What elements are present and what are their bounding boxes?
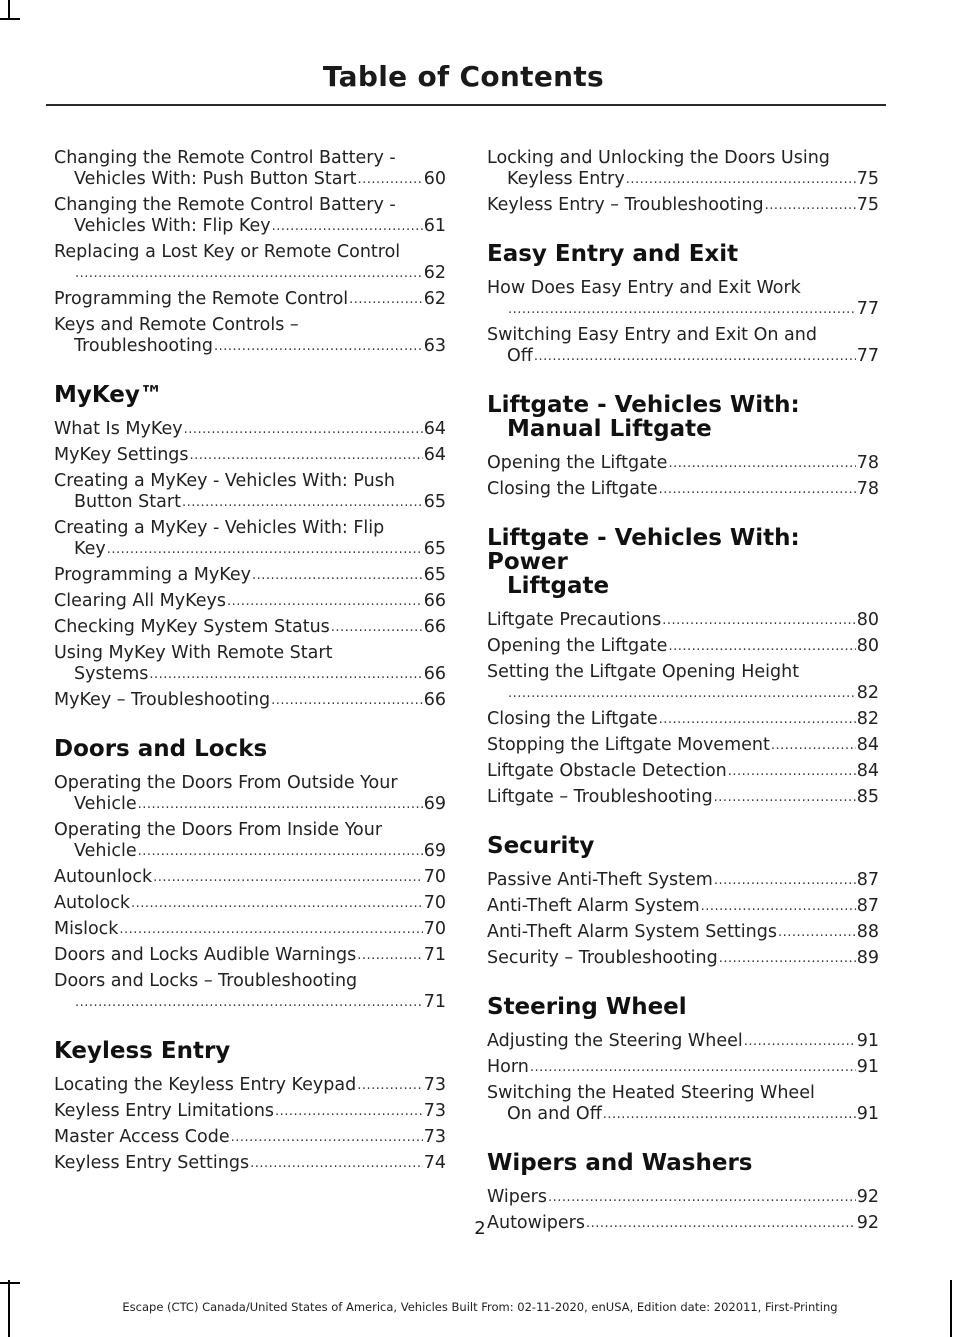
toc-entry-page: 65 bbox=[423, 492, 446, 512]
section-heading bbox=[54, 1039, 446, 1063]
toc-entry[interactable] bbox=[487, 636, 879, 657]
toc-entry-page: 77 bbox=[856, 346, 879, 366]
toc-entry-title-cont: Off bbox=[507, 346, 533, 366]
toc-entry-page: 77 bbox=[856, 299, 879, 319]
toc-entry-page: 71 bbox=[423, 945, 446, 965]
toc-column-right bbox=[487, 148, 879, 1239]
section-heading-line: Security bbox=[487, 833, 595, 859]
toc-entry-page: 88 bbox=[856, 922, 879, 942]
toc-entry-page: 92 bbox=[856, 1213, 879, 1233]
toc-entry-title-cont: Systems bbox=[74, 664, 149, 684]
dot-leader bbox=[771, 735, 856, 756]
dot-leader bbox=[272, 216, 423, 237]
section-heading-line: Wipers and Washers bbox=[487, 1150, 753, 1176]
header-rule bbox=[46, 104, 886, 106]
dot-leader bbox=[75, 992, 423, 1013]
toc-entry-title: Stopping the Liftgate Movement bbox=[487, 735, 770, 755]
toc-entry-title: Doors and Locks – Troubleshooting bbox=[54, 971, 358, 991]
toc-entry-page: 82 bbox=[856, 683, 879, 703]
dot-leader bbox=[331, 617, 423, 638]
dot-leader bbox=[138, 794, 423, 815]
dot-leader bbox=[659, 479, 856, 500]
toc-entry[interactable] bbox=[54, 565, 446, 586]
toc-entry[interactable] bbox=[487, 922, 879, 943]
toc-entry[interactable] bbox=[54, 471, 446, 513]
toc-entry[interactable] bbox=[54, 617, 446, 638]
toc-entry-page: 62 bbox=[423, 289, 446, 309]
dot-leader bbox=[668, 453, 855, 474]
section-heading-line: Keyless Entry bbox=[54, 1038, 231, 1064]
toc-entry-title: Opening the Liftgate bbox=[487, 453, 668, 473]
toc-entry-title: Horn bbox=[487, 1057, 529, 1077]
toc-entry-title-cont: Vehicles With: Flip Key bbox=[74, 216, 271, 236]
toc-entry-page: 70 bbox=[423, 893, 446, 913]
toc-entry[interactable] bbox=[54, 773, 446, 815]
toc-entry-title: Liftgate Precautions bbox=[487, 610, 662, 630]
dot-leader bbox=[626, 169, 856, 190]
dot-leader bbox=[548, 1187, 856, 1208]
toc-entry[interactable] bbox=[487, 870, 879, 891]
toc-entry[interactable] bbox=[487, 896, 879, 917]
toc-entry[interactable] bbox=[54, 690, 446, 711]
toc-entry-title-cont: Vehicle bbox=[74, 794, 137, 814]
toc-entry-title: Opening the Liftgate bbox=[487, 636, 668, 656]
dot-leader bbox=[744, 1031, 856, 1052]
toc-entry[interactable] bbox=[54, 518, 446, 560]
section-heading bbox=[487, 1151, 879, 1175]
dot-leader bbox=[659, 709, 856, 730]
toc-entry-title: Locking and Unlocking the Doors Using bbox=[487, 148, 830, 168]
toc-entry-title: Passive Anti-Theft System bbox=[487, 870, 713, 890]
section-heading-line: Manual Liftgate bbox=[507, 416, 712, 442]
dot-leader bbox=[275, 1101, 423, 1122]
section-heading bbox=[487, 393, 879, 441]
toc-entry-title-cont: Button Start bbox=[74, 492, 181, 512]
dot-leader bbox=[107, 539, 423, 560]
toc-entry-title: Mislock bbox=[54, 919, 119, 939]
toc-entry-title: Setting the Liftgate Opening Height bbox=[487, 662, 800, 682]
toc-entry[interactable] bbox=[54, 195, 446, 237]
dot-leader bbox=[231, 1127, 423, 1148]
toc-entry-title: Creating a MyKey - Vehicles With: Flip bbox=[54, 518, 385, 538]
dot-leader bbox=[153, 867, 423, 888]
toc-entry-title: Autowipers bbox=[487, 1213, 585, 1233]
toc-entry-page: 66 bbox=[423, 690, 446, 710]
toc-entry-title: Operating the Doors From Outside Your bbox=[54, 773, 398, 793]
toc-entry-title-cont: Vehicles With: Push Button Start bbox=[74, 169, 357, 189]
toc-entry[interactable] bbox=[54, 1075, 446, 1096]
toc-entry-title: Keys and Remote Controls – bbox=[54, 315, 299, 335]
section-heading bbox=[487, 834, 879, 858]
toc-entry-page: 73 bbox=[423, 1101, 446, 1121]
dot-leader bbox=[508, 299, 856, 320]
toc-entry-page: 69 bbox=[423, 794, 446, 814]
toc-entry-title: Creating a MyKey - Vehicles With: Push bbox=[54, 471, 395, 491]
toc-entry-title: Keyless Entry – Troubleshooting bbox=[487, 195, 764, 215]
toc-entry-page: 84 bbox=[856, 735, 879, 755]
dot-leader bbox=[719, 948, 856, 969]
toc-entry-title: Security – Troubleshooting bbox=[487, 948, 718, 968]
dot-leader bbox=[530, 1057, 856, 1078]
dot-leader bbox=[250, 1153, 423, 1174]
toc-entry[interactable] bbox=[487, 148, 879, 190]
toc-entry[interactable] bbox=[487, 662, 879, 704]
toc-entry-page: 91 bbox=[856, 1104, 879, 1124]
dot-leader bbox=[184, 419, 423, 440]
dot-leader bbox=[357, 1075, 423, 1096]
section-heading-line: Steering Wheel bbox=[487, 994, 687, 1020]
toc-entry-page: 89 bbox=[856, 948, 879, 968]
toc-entry-page: 63 bbox=[423, 336, 446, 356]
section-heading bbox=[487, 526, 879, 598]
toc-entry-title: How Does Easy Entry and Exit Work bbox=[487, 278, 801, 298]
toc-entry-page: 66 bbox=[423, 664, 446, 684]
toc-entry[interactable] bbox=[487, 325, 879, 367]
dot-leader bbox=[357, 945, 422, 966]
toc-entry[interactable] bbox=[54, 315, 446, 357]
toc-entry-page: 73 bbox=[423, 1075, 446, 1095]
toc-entry-page: 92 bbox=[856, 1187, 879, 1207]
toc-entry-title: MyKey – Troubleshooting bbox=[54, 690, 271, 710]
dot-leader bbox=[765, 195, 856, 216]
toc-entry-page: 60 bbox=[423, 169, 446, 189]
toc-entry-page: 70 bbox=[423, 867, 446, 887]
toc-entry[interactable] bbox=[487, 787, 879, 808]
toc-entry[interactable] bbox=[487, 610, 879, 631]
section-heading-line: Liftgate bbox=[507, 573, 610, 599]
toc-entry-title: Autolock bbox=[54, 893, 130, 913]
toc-entry-title: Programming the Remote Control bbox=[54, 289, 349, 309]
toc-entry[interactable] bbox=[54, 919, 446, 940]
toc-entry-title: MyKey Settings bbox=[54, 445, 189, 465]
toc-entry-page: 66 bbox=[423, 591, 446, 611]
section-heading-line: MyKey™ bbox=[54, 382, 163, 408]
toc-entry-title-cont: On and Off bbox=[507, 1104, 602, 1124]
dot-leader bbox=[534, 346, 856, 367]
dot-leader bbox=[190, 445, 423, 466]
crop-mark bbox=[0, 1282, 20, 1284]
dot-leader bbox=[668, 636, 855, 657]
dot-leader bbox=[119, 919, 422, 940]
dot-leader bbox=[271, 690, 423, 711]
section-heading bbox=[487, 242, 879, 266]
dot-leader bbox=[603, 1104, 856, 1125]
toc-entry-title: Keyless Entry Settings bbox=[54, 1153, 250, 1173]
toc-entry-title: Clearing All MyKeys bbox=[54, 591, 226, 611]
toc-entry-title: Closing the Liftgate bbox=[487, 709, 658, 729]
toc-entry-title: Locating the Keyless Entry Keypad bbox=[54, 1075, 357, 1095]
toc-entry[interactable] bbox=[54, 242, 446, 284]
toc-entry-page: 87 bbox=[856, 870, 879, 890]
toc-entry-page: 85 bbox=[856, 787, 879, 807]
section-heading-line: Easy Entry and Exit bbox=[487, 241, 739, 267]
toc-entry-title: Master Access Code bbox=[54, 1127, 230, 1147]
toc-entry-page: 71 bbox=[423, 992, 446, 1012]
toc-entry-title: Changing the Remote Control Battery - bbox=[54, 148, 396, 168]
toc-entry-page: 84 bbox=[856, 761, 879, 781]
toc-entry-page: 70 bbox=[423, 919, 446, 939]
toc-entry[interactable] bbox=[54, 643, 446, 685]
dot-leader bbox=[138, 841, 423, 862]
toc-entry-page: 69 bbox=[423, 841, 446, 861]
dot-leader bbox=[349, 289, 423, 310]
toc-entry[interactable] bbox=[54, 867, 446, 888]
toc-entry-page: 82 bbox=[856, 709, 879, 729]
toc-entry-page: 75 bbox=[856, 169, 879, 189]
section-heading-line: Doors and Locks bbox=[54, 736, 268, 762]
toc-entry[interactable] bbox=[487, 735, 879, 756]
toc-entry-title: Replacing a Lost Key or Remote Control bbox=[54, 242, 401, 262]
toc-entry[interactable] bbox=[54, 419, 446, 440]
section-heading-line: Liftgate - Vehicles With: bbox=[487, 392, 800, 418]
toc-entry-title: Checking MyKey System Status bbox=[54, 617, 330, 637]
toc-entry[interactable] bbox=[54, 971, 446, 1013]
toc-entry-title: Keyless Entry Limitations bbox=[54, 1101, 275, 1121]
toc-entry[interactable] bbox=[487, 1083, 879, 1125]
section-heading bbox=[54, 737, 446, 761]
toc-entry[interactable] bbox=[487, 479, 879, 500]
toc-entry-page: 80 bbox=[856, 610, 879, 630]
dot-leader bbox=[214, 336, 423, 357]
toc-entry-page: 64 bbox=[423, 419, 446, 439]
section-heading bbox=[54, 383, 446, 407]
toc-entry-title-cont: Vehicle bbox=[74, 841, 137, 861]
toc-entry-page: 74 bbox=[423, 1153, 446, 1173]
toc-entry-title: Liftgate Obstacle Detection bbox=[487, 761, 727, 781]
toc-entry[interactable] bbox=[487, 709, 879, 730]
toc-entry-title-cont: Key bbox=[74, 539, 106, 559]
toc-column-left bbox=[54, 148, 446, 1179]
section-heading-line: Liftgate - Vehicles With: Power bbox=[487, 525, 800, 575]
page-title: Table of Contents bbox=[322, 60, 604, 93]
dot-leader bbox=[508, 683, 856, 704]
toc-entry-title-cont: Keyless Entry bbox=[507, 169, 625, 189]
toc-entry-page: 78 bbox=[856, 453, 879, 473]
toc-entry[interactable] bbox=[487, 453, 879, 474]
dot-leader bbox=[131, 893, 423, 914]
toc-entry-title: Autounlock bbox=[54, 867, 153, 887]
toc-entry-title: Doors and Locks Audible Warnings bbox=[54, 945, 357, 965]
dot-leader bbox=[728, 761, 856, 782]
toc-entry-page: 91 bbox=[856, 1057, 879, 1077]
toc-entry-page: 73 bbox=[423, 1127, 446, 1147]
toc-entry-page: 78 bbox=[856, 479, 879, 499]
dot-leader bbox=[778, 922, 856, 943]
toc-entry-page: 61 bbox=[423, 216, 446, 236]
toc-entry-title: Adjusting the Steering Wheel bbox=[487, 1031, 743, 1051]
toc-entry[interactable] bbox=[487, 761, 879, 782]
toc-entry[interactable] bbox=[54, 148, 446, 190]
toc-entry[interactable] bbox=[487, 1057, 879, 1078]
toc-entry[interactable] bbox=[54, 1127, 446, 1148]
toc-entry[interactable] bbox=[487, 1187, 879, 1208]
toc-entry[interactable] bbox=[54, 591, 446, 612]
toc-entry-page: 80 bbox=[856, 636, 879, 656]
dot-leader bbox=[358, 169, 423, 190]
toc-entry-title: Anti-Theft Alarm System bbox=[487, 896, 700, 916]
section-heading bbox=[487, 995, 879, 1019]
toc-entry[interactable] bbox=[54, 289, 446, 310]
toc-entry-title: Operating the Doors From Inside Your bbox=[54, 820, 383, 840]
toc-entry-title-cont: Troubleshooting bbox=[74, 336, 214, 356]
toc-entry[interactable] bbox=[54, 1153, 446, 1174]
dot-leader bbox=[252, 565, 423, 586]
toc-entry-title: Anti-Theft Alarm System Settings bbox=[487, 922, 777, 942]
toc-entry-title: Programming a MyKey bbox=[54, 565, 251, 585]
toc-entry-page: 66 bbox=[423, 617, 446, 637]
dot-leader bbox=[227, 591, 423, 612]
page-number: 2 bbox=[474, 1218, 486, 1239]
toc-entry-title: Closing the Liftgate bbox=[487, 479, 658, 499]
crop-mark bbox=[0, 18, 20, 20]
toc-entry[interactable] bbox=[487, 195, 879, 216]
toc-entry-title: Liftgate – Troubleshooting bbox=[487, 787, 713, 807]
toc-entry[interactable] bbox=[54, 893, 446, 914]
toc-entry-title: Switching Easy Entry and Exit On and bbox=[487, 325, 817, 345]
toc-entry-page: 62 bbox=[423, 263, 446, 283]
toc-entry[interactable] bbox=[487, 278, 879, 320]
toc-entry[interactable] bbox=[487, 1031, 879, 1052]
dot-leader bbox=[714, 870, 856, 891]
dot-leader bbox=[75, 263, 423, 284]
toc-entry-page: 87 bbox=[856, 896, 879, 916]
dot-leader bbox=[701, 896, 856, 917]
toc-entry[interactable] bbox=[54, 445, 446, 466]
toc-entry-title: Switching the Heated Steering Wheel bbox=[487, 1083, 815, 1103]
toc-entry-title: Using MyKey With Remote Start bbox=[54, 643, 333, 663]
toc-entry-page: 75 bbox=[856, 195, 879, 215]
toc-entry[interactable] bbox=[54, 1101, 446, 1122]
toc-entry[interactable] bbox=[54, 945, 446, 966]
dot-leader bbox=[714, 787, 856, 808]
toc-entry-title: What Is MyKey bbox=[54, 419, 183, 439]
dot-leader bbox=[149, 664, 422, 685]
footer-text: Escape (CTC) Canada/United States of America, Vehicles Built From: 02-11-2020, enUSA, Edition date: 202011, First-Printing bbox=[122, 1300, 838, 1314]
toc-entry-page: 91 bbox=[856, 1031, 879, 1051]
toc-entry-page: 65 bbox=[423, 565, 446, 585]
toc-entry-title: Changing the Remote Control Battery - bbox=[54, 195, 396, 215]
crop-mark bbox=[8, 0, 10, 20]
toc-entry-title: Wipers bbox=[487, 1187, 547, 1207]
dot-leader bbox=[662, 610, 855, 631]
toc-entry-page: 65 bbox=[423, 539, 446, 559]
toc-entry[interactable] bbox=[54, 820, 446, 862]
toc-entry[interactable] bbox=[487, 948, 879, 969]
dot-leader bbox=[182, 492, 423, 513]
toc-entry-page: 64 bbox=[423, 445, 446, 465]
